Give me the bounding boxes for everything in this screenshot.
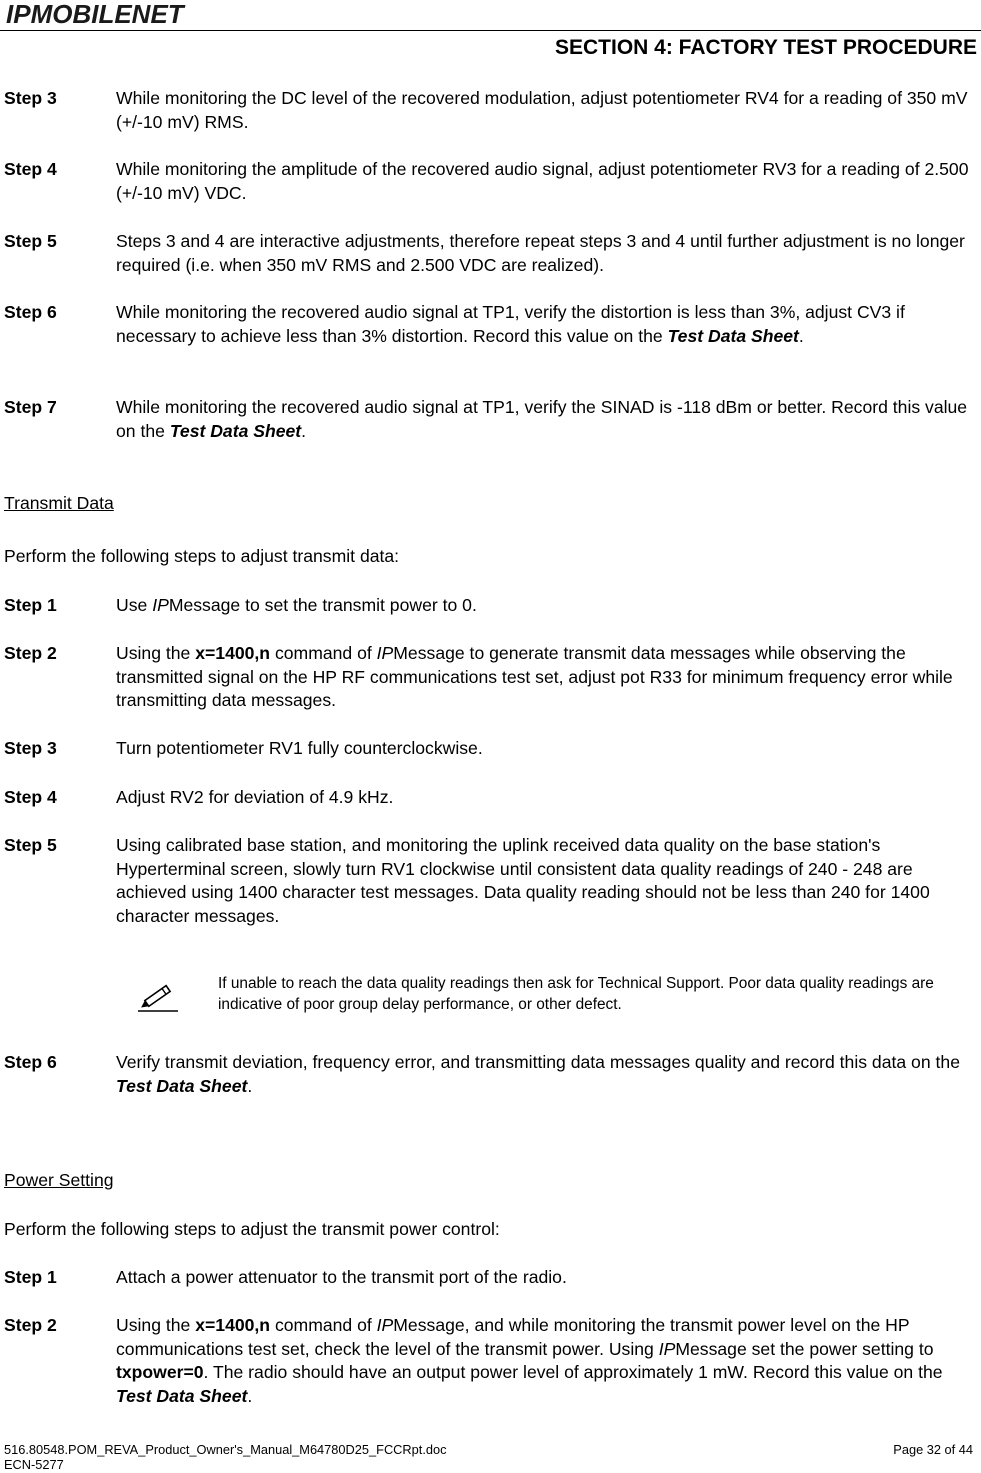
step-label: Step 5 bbox=[4, 835, 57, 855]
step-text bbox=[116, 396, 974, 443]
step-text: Attach a power attenuator to the transmit port of the radio. bbox=[116, 1267, 567, 1287]
step-text-part: . bbox=[301, 420, 307, 441]
command-text: x=1400,n bbox=[195, 1315, 271, 1335]
step-text-part: . bbox=[798, 325, 804, 346]
section-heading-transmit-data: Transmit Data bbox=[4, 493, 114, 513]
step-label: Step 6 bbox=[4, 302, 57, 322]
footer-page-number: Page 32 of 44 bbox=[893, 1442, 973, 1457]
step-text bbox=[116, 301, 974, 348]
step-text bbox=[116, 594, 974, 618]
section-heading-power-setting: Power Setting bbox=[4, 1170, 114, 1190]
step-label: Step 2 bbox=[4, 1315, 57, 1335]
step-text-part: Verify transmit deviation, frequency error, and transmitting data messages quality and record this data on the bbox=[116, 1052, 960, 1072]
step-label: Step 5 bbox=[4, 231, 57, 251]
step-text bbox=[116, 1051, 974, 1098]
section-title: SECTION 4: FACTORY TEST PROCEDURE bbox=[555, 36, 977, 59]
step-text-part: While monitoring the recovered audio signal at TP1, verify the SINAD is -118 dBm or better. Record this value on the bbox=[116, 397, 968, 441]
ip-prefix: IP bbox=[152, 595, 169, 615]
step-text-part: command of bbox=[270, 643, 377, 663]
step-text-part: Using the bbox=[116, 643, 196, 663]
step-label: Step 3 bbox=[4, 738, 57, 758]
step-text-part: . bbox=[247, 1075, 253, 1096]
header-rule bbox=[0, 30, 981, 31]
test-data-sheet-ref: Test Data Sheet bbox=[169, 420, 302, 441]
step-label: Step 4 bbox=[4, 787, 57, 807]
step-text-part: Message to set the transmit power to 0. bbox=[168, 595, 477, 615]
step-text: Adjust RV2 for deviation of 4.9 kHz. bbox=[116, 787, 394, 807]
company-logo bbox=[6, 0, 184, 28]
step-label: Step 6 bbox=[4, 1052, 57, 1072]
step-label: Step 4 bbox=[4, 159, 57, 179]
section-intro: Perform the following steps to adjust the transmit power control: bbox=[4, 1219, 500, 1239]
command-text: txpower=0 bbox=[116, 1362, 204, 1382]
test-data-sheet-ref: Test Data Sheet bbox=[667, 325, 799, 346]
ip-prefix: IP bbox=[658, 1338, 676, 1359]
ip-prefix: IP bbox=[376, 1315, 394, 1335]
test-data-sheet-ref: Test Data Sheet bbox=[116, 1075, 248, 1096]
step-text-part: Message, and while monitoring the transmit power level on the HP communications test set, check the level of the transmit power. Using bbox=[116, 1315, 910, 1359]
step-text-part: command of bbox=[270, 1315, 377, 1335]
step-text: Using calibrated base station, and monitoring the uplink received data quality on the base station's Hyperterminal screen, slowly turn RV1 clockwise until consistent data quality readings of 240 - 248 are achieved using 1400 character test messages. Data quality reading should not be less than 240 for 1400 character messages. bbox=[116, 835, 930, 926]
step-text-part: Using the bbox=[116, 1315, 196, 1335]
footer-ecn: ECN-5277 bbox=[4, 1457, 64, 1472]
step-text-part: Message to generate transmit data messages while observing the transmitted signal on the HP RF communications test set, adjust pot R33 for minimum frequency error while transmitting data messages. bbox=[116, 643, 953, 710]
step-label: Step 1 bbox=[4, 595, 57, 615]
footer-filename: 516.80548.POM_REVA_Product_Owner's_Manual_M64780D25_FCCRpt.doc bbox=[4, 1442, 447, 1457]
step-text-part: . bbox=[247, 1385, 253, 1406]
command-text: x=1400,n bbox=[195, 643, 271, 663]
step-text: Turn potentiometer RV1 fully counterclockwise. bbox=[116, 738, 483, 758]
step-label: Step 3 bbox=[4, 88, 57, 108]
step-text: While monitoring the amplitude of the recovered audio signal, adjust potentiometer RV3 for a reading of 2.500 (+/-10 mV) VDC. bbox=[116, 159, 969, 203]
step-text bbox=[116, 642, 974, 713]
step-text-part: While monitoring the recovered audio signal at TP1, verify the distortion is less than 3%, adjust CV3 if necessary to achieve less than 3% distortion. Record this value on the bbox=[116, 302, 905, 346]
step-label: Step 2 bbox=[4, 643, 57, 663]
section-intro: Perform the following steps to adjust transmit data: bbox=[4, 546, 400, 566]
step-label: Step 1 bbox=[4, 1267, 57, 1287]
footer-doc-info bbox=[4, 1442, 447, 1472]
step-text bbox=[116, 1314, 974, 1408]
step-label: Step 7 bbox=[4, 397, 57, 417]
step-text-part: . The radio should have an output power level of approximately 1 mW. Record this value on the bbox=[203, 1362, 943, 1382]
test-data-sheet-ref: Test Data Sheet bbox=[116, 1385, 248, 1406]
step-text-part: Message set the power setting to bbox=[675, 1338, 934, 1359]
step-text-part: Use bbox=[116, 595, 153, 615]
pencil-icon bbox=[136, 975, 180, 1013]
step-text: Steps 3 and 4 are interactive adjustments, therefore repeat steps 3 and 4 until further adjustment is no longer required (i.e. when 350 mV RMS and 2.500 VDC are realized). bbox=[116, 231, 965, 275]
note-text: If unable to reach the data quality readings then ask for Technical Support. Poor data quality readings are indicative of poor group delay performance, or other defect. bbox=[218, 975, 934, 1013]
logo-text: IPMOBILENET bbox=[6, 0, 184, 29]
step-text: While monitoring the DC level of the recovered modulation, adjust potentiometer RV4 for a reading of 350 mV (+/-10 mV) RMS. bbox=[116, 88, 968, 132]
ip-prefix: IP bbox=[376, 643, 394, 663]
